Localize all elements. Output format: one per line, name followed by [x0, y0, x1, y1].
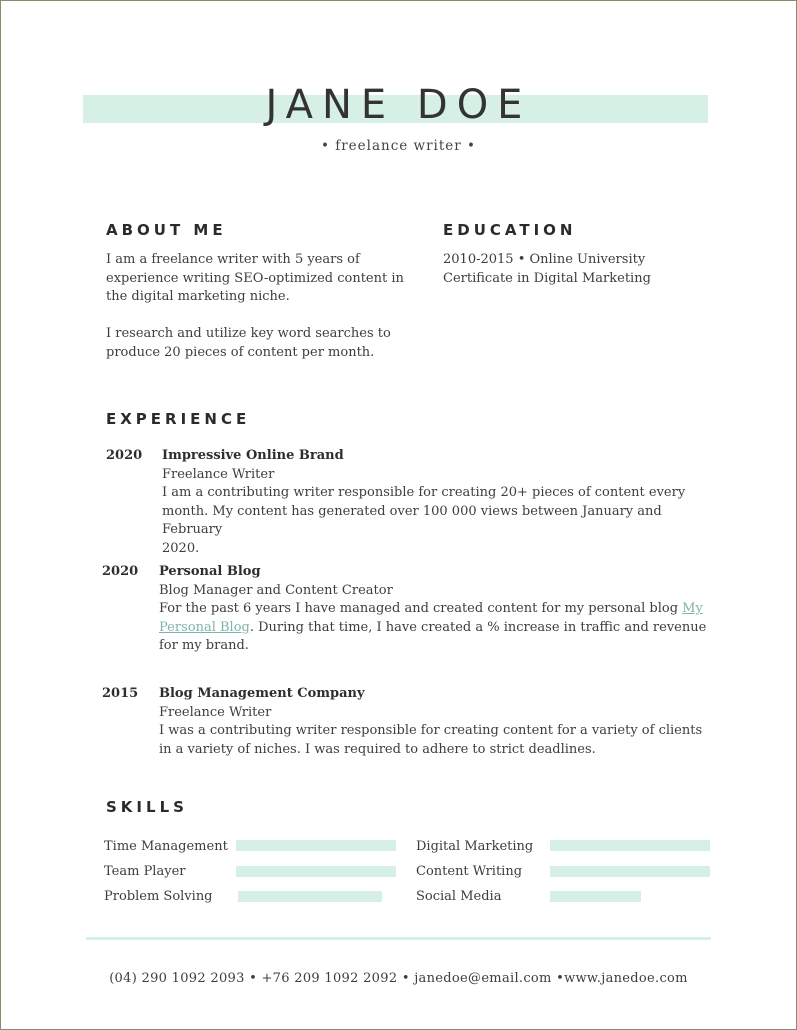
- experience-line: I was a contributing writer responsible for creating content for a variety of clients: [159, 723, 703, 738]
- education-details: [443, 251, 723, 288]
- experience-role: Blog Manager and Content Creator: [159, 582, 393, 598]
- blog-link[interactable]: Personal Blog: [159, 619, 250, 635]
- experience-line: month. My content has generated over 100 000 views between January and February: [162, 503, 662, 537]
- skill-label: Content Writing: [416, 864, 523, 879]
- skill-label: Social Media: [416, 889, 502, 904]
- education-line: 2010-2015 • Online University: [443, 252, 646, 267]
- experience-line: [159, 600, 719, 619]
- about-paragraph-1: [106, 251, 426, 307]
- skill-bar: [550, 866, 710, 877]
- candidate-name: JANE DOE: [265, 82, 532, 128]
- about-line: I research and utilize key word searches to: [106, 326, 391, 341]
- about-line: I am a freelance writer with 5 years of: [106, 252, 360, 267]
- skill-label: Digital Marketing: [416, 839, 534, 854]
- footer-divider: [86, 937, 711, 940]
- experience-year: 2020: [106, 448, 143, 463]
- education-line: Certificate in Digital Marketing: [443, 270, 651, 286]
- education-heading: EDUCATION: [443, 221, 577, 239]
- experience-line: in a variety of niches. I was required to adhere to strict deadlines.: [159, 741, 596, 757]
- experience-text: For the past 6 years I have managed and created content for my personal blog: [159, 601, 683, 616]
- experience-line: for my brand.: [159, 638, 249, 653]
- experience-entry: [162, 447, 722, 558]
- skill-bar: [550, 891, 641, 902]
- about-line: the digital marketing niche.: [106, 289, 290, 304]
- experience-role: Freelance Writer: [162, 466, 275, 482]
- experience-line: 2020.: [162, 540, 200, 556]
- experience-year: 2015: [102, 686, 139, 701]
- experience-role: Freelance Writer: [159, 704, 272, 720]
- experience-heading: EXPERIENCE: [106, 410, 251, 428]
- tagline: • freelance writer •: [320, 138, 477, 154]
- about-line: experience writing SEO-optimized content in: [106, 270, 404, 286]
- skill-bar: [236, 840, 396, 851]
- experience-company: Blog Management Company: [159, 686, 365, 701]
- skill-bar: [238, 891, 382, 902]
- experience-entry: [159, 685, 719, 759]
- skill-bar: [236, 866, 396, 877]
- about-line: produce 20 pieces of content per month.: [106, 344, 375, 360]
- experience-year: 2020: [102, 564, 139, 579]
- about-heading: ABOUT ME: [106, 221, 227, 239]
- skill-bar: [550, 840, 710, 851]
- experience-company: Impressive Online Brand: [162, 448, 344, 463]
- skill-label: Team Player: [104, 864, 186, 879]
- blog-link[interactable]: My: [682, 601, 703, 616]
- skill-label: Time Management: [104, 839, 228, 854]
- experience-entry: [159, 563, 719, 656]
- experience-text: . During that time, I have created a % increase in traffic and revenue: [249, 619, 707, 635]
- experience-line: I am a contributing writer responsible for creating 20+ pieces of content every: [162, 485, 686, 500]
- experience-company: Personal Blog: [159, 564, 261, 579]
- about-paragraph-2: [106, 325, 426, 362]
- experience-line: [159, 619, 719, 638]
- skill-label: Problem Solving: [104, 889, 213, 904]
- contact-footer: (04) 290 1092 2093 • +76 209 1092 2092 • janedoe@email.com •www.janedoe.com: [109, 971, 688, 986]
- skills-heading: SKILLS: [106, 798, 188, 816]
